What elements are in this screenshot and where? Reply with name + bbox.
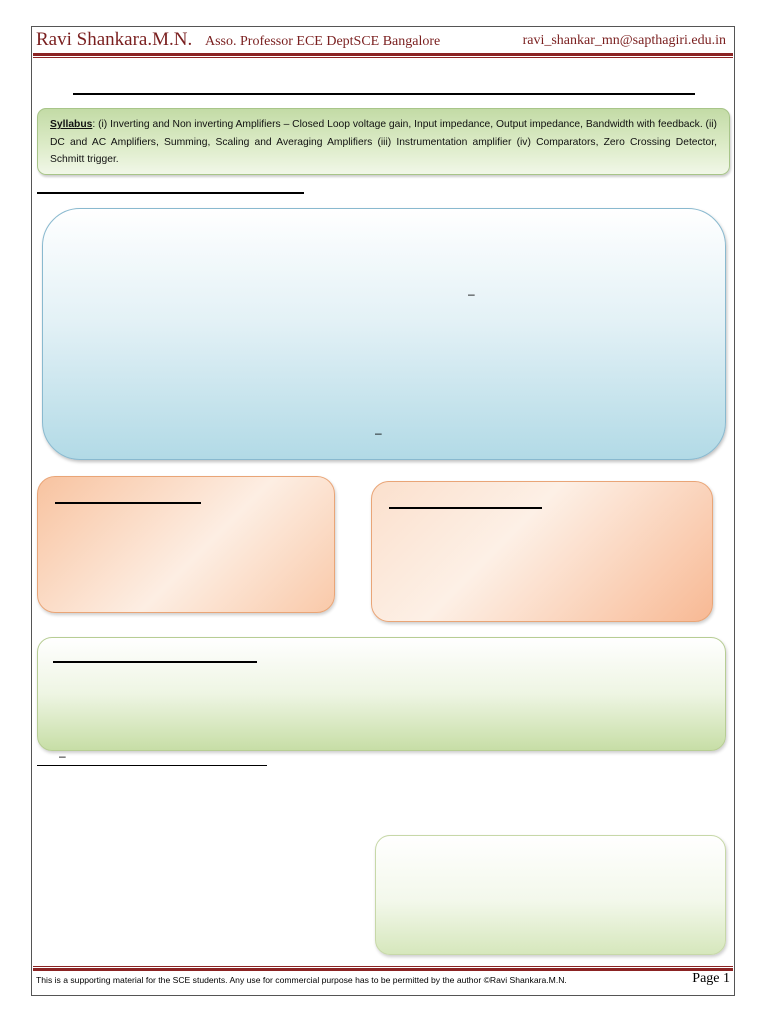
green-box-small bbox=[375, 835, 726, 955]
syllabus-box bbox=[37, 108, 730, 175]
below-green-mark: – bbox=[59, 749, 66, 763]
author-name: Ravi Shankara.M.N. bbox=[36, 29, 193, 50]
syllabus-text: : (i) Inverting and Non inverting Amplifiers – Closed Loop voltage gain, Input impedance, Output impedance, Bandwidth with feedback. (ii) DC and AC Amplifiers, Summing, Scaling and Averaging Amplifiers (iii) Instrumentation amplifier (iv) Comparators, Zero Crossing Detector, Schmitt trigger. bbox=[50, 119, 717, 165]
page-header bbox=[36, 29, 732, 53]
syllabus-label: Syllabus bbox=[50, 119, 93, 130]
author-email[interactable]: ravi_shankar_mn@sapthagiri.edu.in bbox=[522, 33, 726, 48]
blue-box-mark-2: – bbox=[375, 426, 382, 440]
footer-rule-thick bbox=[33, 968, 733, 971]
author-role: Asso. Professor ECE DeptSCE Bangalore bbox=[205, 34, 441, 49]
footer-notice: This is a supporting material for the SCE students. Any use for commercial purpose has to be permitted by the author ©Ravi Shankara.M.N. bbox=[36, 975, 567, 985]
header-rule-thick bbox=[33, 53, 733, 56]
page-number: Page 1 bbox=[692, 971, 730, 986]
section-underline-lower bbox=[37, 765, 267, 766]
orange-right-heading-underline bbox=[389, 507, 542, 509]
footer-rule-thin bbox=[33, 966, 733, 967]
header-rule-thin bbox=[33, 57, 733, 58]
orange-box-left bbox=[37, 476, 335, 613]
orange-left-heading-underline bbox=[55, 502, 201, 504]
title-underline bbox=[73, 93, 695, 95]
orange-box-right bbox=[371, 481, 713, 622]
green-heading-underline bbox=[53, 661, 257, 663]
blue-content-box bbox=[42, 208, 726, 460]
blue-box-mark-1: – bbox=[468, 287, 475, 301]
green-box-wide bbox=[37, 637, 726, 751]
section-heading-underline bbox=[37, 192, 304, 194]
